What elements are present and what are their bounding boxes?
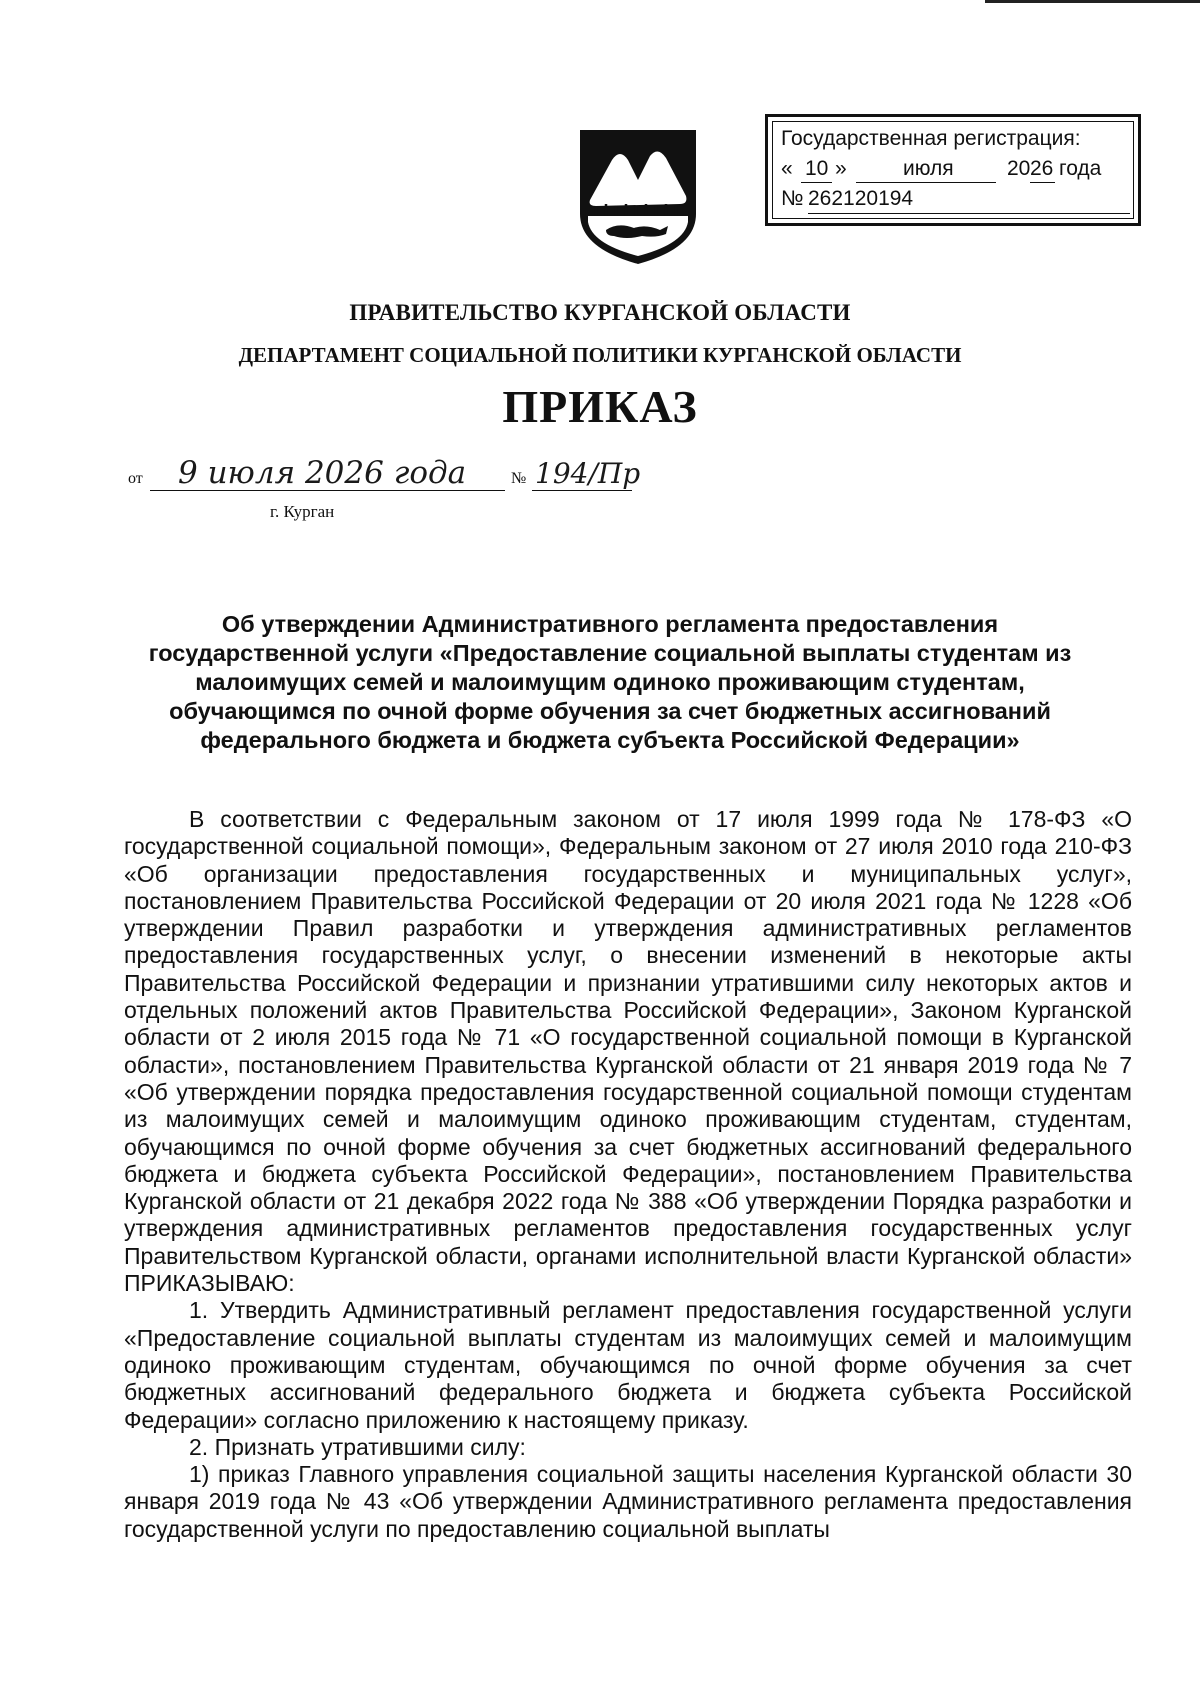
registration-day-open: « (781, 157, 793, 180)
registration-number-label: № (781, 187, 804, 210)
city-name: г. Курган (270, 502, 335, 521)
order-number-handwritten: 194/Пр (535, 457, 641, 490)
paragraph-preamble: В соответствии с Федеральным законом от 17 июля 1999 года № 178-ФЗ «О государственной социальной помощи», Федеральным законом от 27 июля 2010 года 210-ФЗ «Об организации предоставления государственных и муниципальных услуг», постановлением Правительства Российской Федерации от 20 июля 2021 года № 1228 «Об утверждении Правил разработки и утверждения административных регламентов предоставления государственных услуг, о внесении изменений в некоторые акты Правительства Российской Федерации и признании утратившими силу некоторых актов и отдельных положений актов Правительства Российской Федерации», Законом Курганской области от 2 июля 2015 года № 71 «О государственной социальной помощи в Курганской области», постановлением Правительства Курганской области от 21 января 2019 года № 7 «Об утверждении порядка предоставления государственной социальной помощи студентам из малоимущих семей и малоимущим одиноко проживающим студентам, студентам, обучающимся по очной форме обучения за счет бюджетных ассигнований федерального бюджета и бюджета субъекта Российской Федерации», постановлением Правительства Курганской области от 21 декабря 2022 года № 388 «Об утверждении Порядка разработки и утверждения административных регламентов предоставления государственных услуг Правительством Курганской области, органами исполнительной власти Курганской области» ПРИКАЗЫВАЮ: (124, 806, 1132, 1297)
order-date-label: от (128, 470, 143, 487)
document-title: Об утверждении Административного регламента предоставления государственной услуги «Предоставление социальной выплаты студентам из малоимущих семей и малоимущим одиноко проживающим студентам, обучающимся по очной форме обучения за счет бюджетных ассигнований федерального бюджета и бюджета субъекта Российской Федерации» (148, 611, 1072, 753)
order-number-label: № (511, 470, 527, 487)
order-date-handwritten: 9 июля 2026 года (178, 455, 467, 491)
registration-day-close: » (835, 157, 847, 180)
paragraph-item-1: 1. Утвердить Административный регламент предоставления государственной услуги «Предоставление социальной выплаты студентам из малоимущих семей и малоимущим одиноко проживающим студентам, обучающимся по очной форме обучения за счет бюджетных ассигнований федерального бюджета и бюджета субъекта Российской Федерации» согласно приложению к настоящему приказу. (124, 1297, 1132, 1433)
registration-month: июля (903, 157, 954, 180)
government-name: ПРАВИТЕЛЬСТВО КУРГАНСКОЙ ОБЛАСТИ (349, 300, 851, 325)
registration-day: 10 (805, 157, 829, 180)
registration-year-word: года (1059, 157, 1102, 180)
paragraph-subitem-1: 1) приказ Главного управления социальной защиты населения Курганской области 30 января 2019 года № 43 «Об утверждении Административного регламента предоставления государственной услуги по предоставлению социальной выплаты (124, 1461, 1132, 1542)
scan-edge-mark (985, 0, 1200, 3)
registration-stamp (765, 114, 1141, 226)
paragraph-item-2: 2. Признать утратившими силу: (189, 1433, 526, 1460)
department-name: ДЕПАРТАМЕНТ СОЦИАЛЬНОЙ ПОЛИТИКИ КУРГАНСКОЙ ОБЛАСТИ (238, 343, 962, 367)
registration-year-suffix: 26 (1030, 157, 1054, 180)
coat-of-arms-icon (576, 126, 700, 268)
registration-title: Государственная регистрация: (781, 127, 1081, 150)
document-type: ПРИКАЗ (502, 381, 698, 432)
registration-year-prefix: 20 (1007, 157, 1031, 180)
document-body (124, 806, 1132, 1543)
registration-number: 262120194 (808, 187, 914, 210)
